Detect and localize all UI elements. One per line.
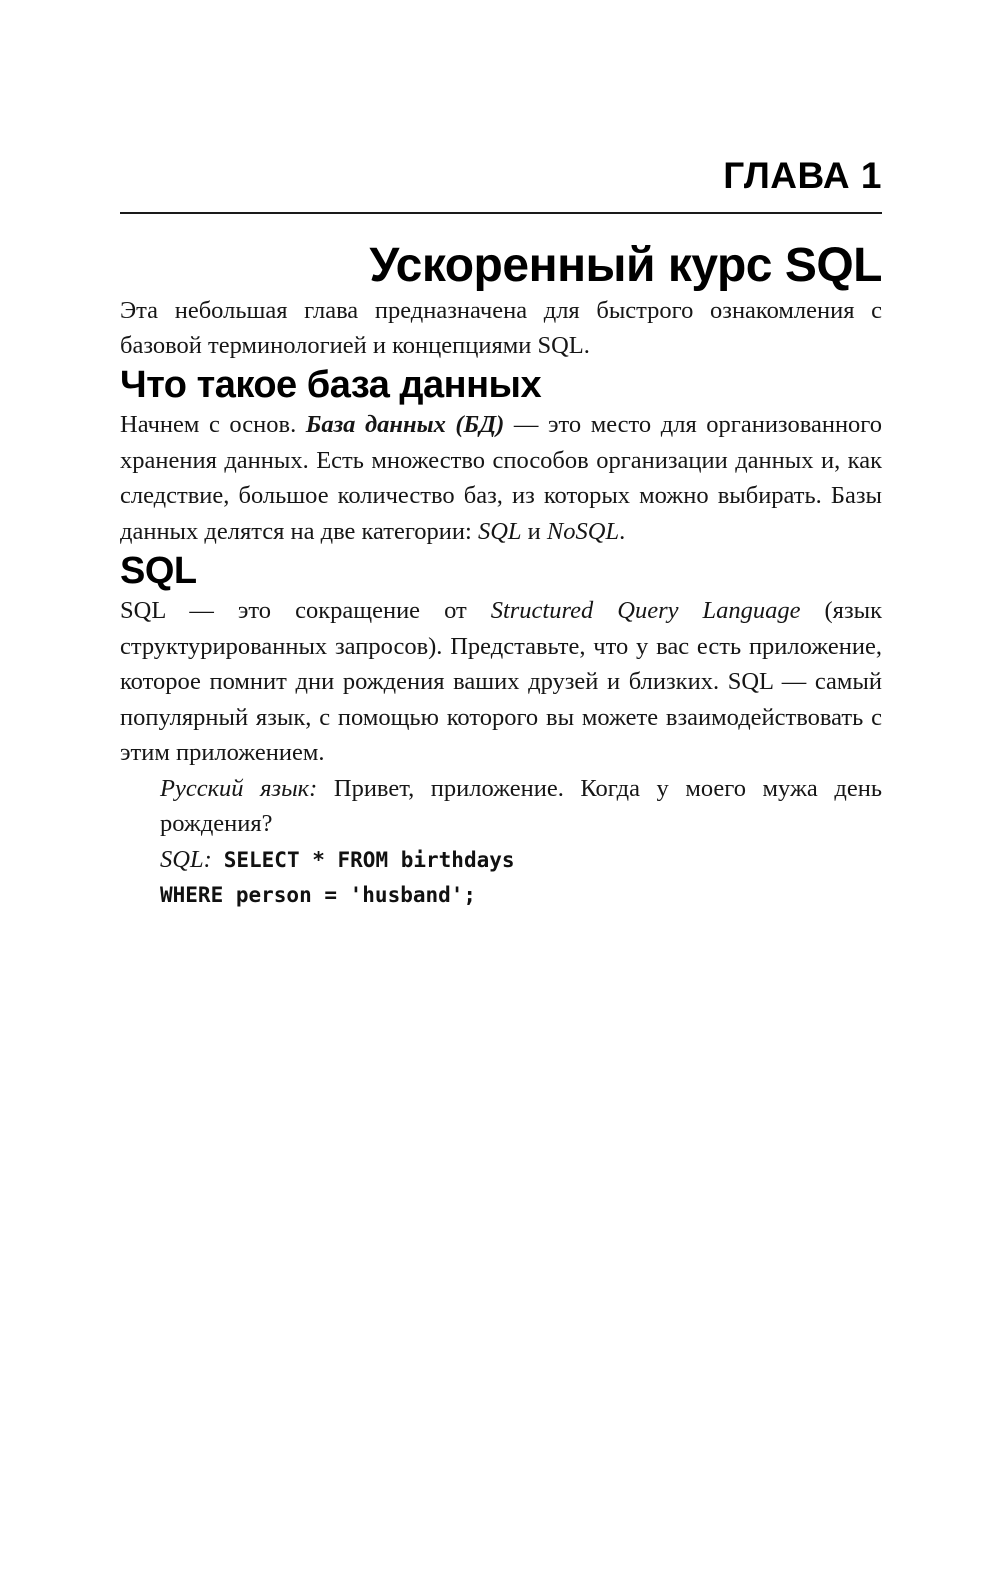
section-heading-database: Что такое база данных [120, 363, 542, 406]
chapter-label: ГЛАВА 1 [723, 155, 882, 196]
text-run: Привет, приложение. Когда у моего мужа день рождения? [160, 774, 882, 838]
sql-label: SQL: [160, 845, 212, 873]
chapter-divider [120, 212, 882, 214]
intro-paragraph: Эта небольшая глава предназначена для быстрого ознакомления с базовой терминологией и концепциями SQL. [120, 296, 882, 360]
text-run: SQL — это сокращение от [120, 597, 491, 625]
term-database-emphasis: База данных (БД) [305, 411, 505, 439]
chapter-title: Ускоренный курс SQL [369, 238, 882, 292]
sql-code-line-1: SELECT * FROM birthdays [223, 847, 515, 872]
text-column [120, 0, 882, 913]
text-run: Начнем с основ. [120, 411, 306, 439]
russian-example-paragraph [120, 771, 882, 842]
sql-code-line-2: WHERE person = 'husband'; [160, 883, 477, 908]
database-paragraph [120, 407, 882, 549]
sql-example-paragraph [120, 842, 882, 913]
sql-paragraph [120, 593, 882, 771]
term-nosql-emphasis: NoSQL [546, 518, 620, 545]
text-run: — это место для организованного хранения данных. Есть множество способов организации данных и, как следствие, большое количество баз, из которых можно выбирать. Базы данных делятся на две категории: [120, 411, 882, 545]
section-heading-sql: SQL [120, 549, 197, 592]
text-run: и [521, 518, 547, 545]
term-structured-query-language-emphasis: Structured Query Language [490, 597, 801, 625]
russian-language-label: Русский язык: [160, 774, 318, 802]
term-sql-emphasis: SQL [477, 518, 522, 545]
text-run: (язык структурированных запросов). Представьте, что у вас есть приложение, которое помнит дни рождения ваших друзей и близких. SQL — самый популярный язык, с помощью которого вы можете взаимодействовать с этим приложением. [120, 597, 882, 767]
text-run: . [619, 518, 626, 545]
